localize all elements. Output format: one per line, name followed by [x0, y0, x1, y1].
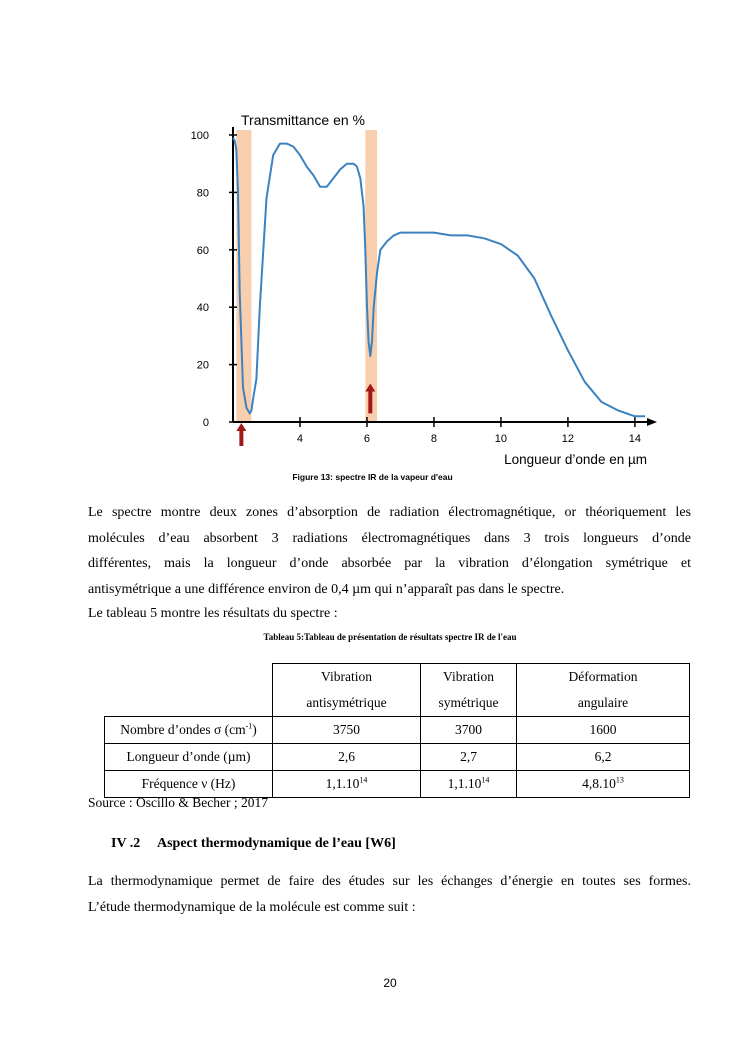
figure-caption: Figure 13: spectre IR de la vapeur d'eau: [292, 472, 453, 482]
header-line: Vibration: [321, 669, 372, 684]
paragraph-thermodynamics: [88, 869, 691, 920]
section-title: Aspect thermodynamique de l’eau [W6]: [157, 836, 396, 851]
x-tick-label: 14: [628, 433, 642, 445]
x-tick-label: 4: [296, 433, 304, 445]
table-corner-cell: [105, 664, 273, 717]
cell-exponent: 13: [615, 775, 624, 785]
table-cell: [273, 717, 421, 744]
cell-value: 2,6: [338, 749, 355, 764]
table-row: [105, 717, 690, 744]
x-tick-label: 8: [430, 433, 438, 445]
cell-value: 2,7: [460, 749, 477, 764]
section-heading: [111, 836, 396, 852]
y-tick-label: 20: [196, 359, 209, 372]
row-label-cell: [105, 717, 273, 744]
ir-spectrum-svg: [180, 105, 660, 470]
x-tick-label: 10: [494, 433, 508, 445]
paragraph-line: L’étude thermodynamique de la molécule est comme suit :: [88, 899, 416, 915]
y-tick-label: 100: [190, 130, 209, 142]
table-cell: [421, 771, 517, 798]
row-label: Nombre d’ondes σ (cm: [120, 722, 246, 737]
table-cell: [421, 717, 517, 744]
paragraph-line: Le spectre montre deux zones d’absorption de radiation électromagnétique, or théoriquement les: [88, 505, 691, 520]
cell-value: 3700: [455, 722, 482, 737]
cell-value: 1600: [589, 722, 617, 737]
y-tick-label: 80: [196, 187, 209, 200]
y-tick-label: 0: [202, 417, 209, 429]
row-label-sup: -1: [245, 721, 253, 731]
table-header-cell: [273, 664, 421, 717]
table-header-row: [105, 664, 690, 717]
table-cell: [517, 717, 690, 744]
table-header-cell: [421, 664, 517, 717]
ir-spectrum-chart: [180, 105, 660, 470]
transmittance-line: [233, 138, 645, 416]
paragraph-line: La thermodynamique permet de faire des études sur les échanges d’énergie en toutes ses formes.: [88, 874, 691, 889]
cell-value: 1,1.10: [325, 776, 360, 791]
x-tick-label: 12: [561, 433, 575, 445]
absorption-marker-head: [236, 423, 246, 431]
table-cell: [517, 771, 690, 798]
table-caption: Tableau 5:Tableau de présentation de résultats spectre IR de l'eau: [263, 632, 517, 642]
header-line: Déformation: [568, 669, 638, 684]
table-row: [105, 744, 690, 771]
paragraph-table-intro: Le tableau 5 montre les résultats du spectre :: [88, 606, 338, 621]
cell-value: 6,2: [594, 749, 612, 764]
table-header-cell: [517, 664, 690, 717]
row-label-end: ): [252, 722, 257, 737]
section-number: IV .2: [111, 836, 141, 851]
cell-value: 1,1.10: [447, 776, 482, 791]
x-axis-label: Longueur d’onde en µm: [504, 452, 647, 467]
y-tick-label: 40: [196, 302, 209, 315]
table-cell: [273, 744, 421, 771]
table-cell: [517, 744, 690, 771]
row-label: Fréquence ν (Hz): [141, 776, 236, 791]
cell-exponent: 14: [481, 775, 490, 785]
x-tick-label: 6: [363, 433, 371, 445]
header-line: angulaire: [577, 695, 629, 710]
cell-value: 4,8.10: [582, 776, 616, 791]
table-cell: [421, 744, 517, 771]
paragraph-line: antisymétrique a une différence environ de 0,4 µm qui n’apparaît pas dans le spectre.: [88, 581, 565, 597]
row-label-cell: [105, 771, 273, 798]
page-number: 20: [383, 976, 397, 990]
paragraph-spectrum: [88, 500, 691, 602]
y-axis-label: Transmittance en %: [241, 112, 365, 128]
paragraph-line: molécules d’eau absorbent 3 radiations électromagnétiques dans 3 trois longueurs d’onde: [88, 530, 691, 546]
paragraph-line: différentes, mais la longueur d’onde absorbée par la vibration d’élongation symétrique et: [88, 556, 691, 571]
cell-exponent: 14: [359, 775, 368, 785]
results-table: [104, 663, 690, 798]
x-axis-arrow: [647, 418, 657, 426]
header-line: symétrique: [438, 695, 499, 710]
header-line: Vibration: [443, 669, 494, 684]
y-tick-label: 60: [196, 244, 209, 257]
row-label-cell: [105, 744, 273, 771]
table-row: [105, 771, 690, 798]
table-cell: [273, 771, 421, 798]
header-line: antisymétrique: [306, 695, 387, 710]
cell-value: 3750: [333, 722, 360, 737]
table-source: Source : Oscillo & Becher ; 2017: [88, 795, 268, 810]
row-label: Longueur d’onde (µm): [126, 749, 251, 764]
